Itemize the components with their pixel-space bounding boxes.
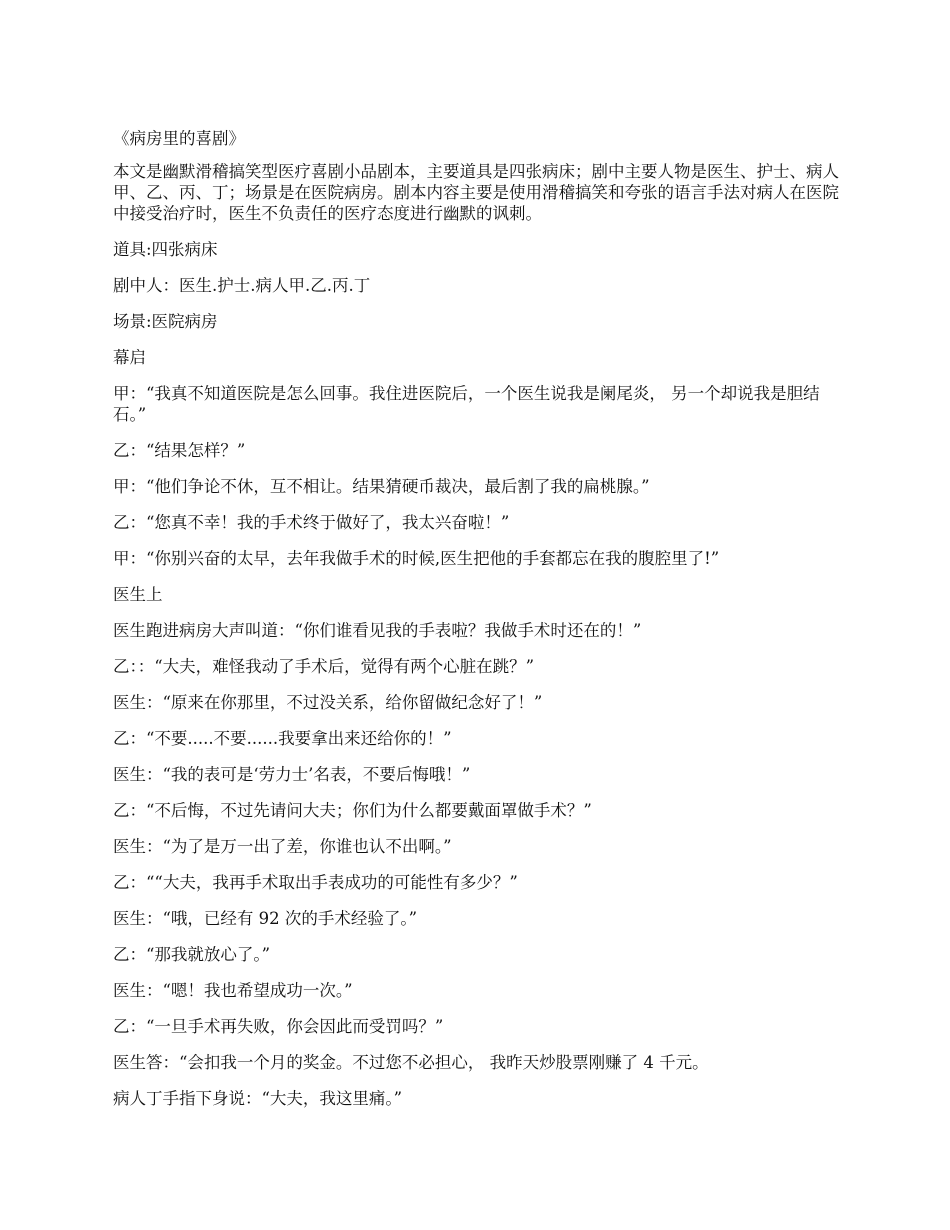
dialogue-line: 乙：“您真不幸！我的手术终于做好了，我太兴奋啦！”	[113, 513, 510, 532]
stage-direction: 医生上	[113, 585, 163, 604]
dialogue-line: 医生：“嗯！我也希望成功一次。”	[113, 981, 353, 1000]
dialogue-line: 乙：““大夫，我再手术取出手表成功的可能性有多少？”	[113, 873, 518, 892]
document-page	[113, 128, 840, 1124]
props-line: 道具:四张病床	[113, 240, 218, 259]
intro-paragraph: 本文是幽默滑稽搞笑型医疗喜剧小品剧本，主要道具是四张病床；剧中主要人物是医生、护士、病人甲、乙、丙、丁；场景是在医院病房。剧本内容主要是使用滑稽搞笑和夸张的语言手法对病人在医院中接受治疗时，医生不负责任的医疗态度进行幽默的讽刺。	[113, 162, 839, 223]
dialogue-line: 乙：“那我就放心了。”	[113, 945, 271, 964]
dialogue-line: 乙：“结果怎样？”	[113, 441, 246, 460]
dialogue-line: 病人丁手指下身说：“大夫，我这里痛。”	[113, 1089, 403, 1108]
curtain-line: 幕启	[113, 348, 146, 367]
dialogue-line: 医生：“我的表可是‘劳力士’名表，不要后悔哦！”	[113, 765, 471, 784]
dialogue-line: 医生：“原来在你那里，不过没关系，给你留做纪念好了！”	[113, 693, 543, 712]
document-title: 《病房里的喜剧》	[113, 129, 245, 148]
dialogue-line: 甲：“我真不知道医院是怎么回事。我住进医院后，一个医生说我是阑尾炎， 另一个却说我是胆结石。”	[113, 384, 820, 424]
dialogue-line: 甲：“他们争论不休，互不相让。结果猜硬币裁决，最后割了我的扁桃腺。”	[113, 477, 650, 496]
dialogue-line: 乙：“一旦手术再失败，你会因此而受罚吗？”	[113, 1017, 444, 1036]
dialogue-line: 医生跑进病房大声叫道：“你们谁看见我的手表啦？我做手术时还在的！”	[113, 621, 642, 640]
dialogue-line: 乙：“不后悔，不过先请问大夫；你们为什么都要戴面罩做手术？”	[113, 801, 592, 820]
dialogue-line: 乙：“不要.....不要......我要拿出来还给你的！”	[113, 729, 452, 748]
dialogue-line: 甲：“你别兴奋的太早，去年我做手术的时候,医生把他的手套都忘在我的腹腔里了!”	[113, 549, 720, 568]
dialogue-line: 医生答：“会扣我一个月的奖金。不过您不必担心， 我昨天炒股票刚赚了 4 千元。	[113, 1053, 709, 1072]
dialogue-line: 医生：“为了是万一出了差，你谁也认不出啊。”	[113, 837, 452, 856]
dialogue-line: 乙：：“大夫，难怪我动了手术后，觉得有两个心脏在跳？”	[113, 657, 535, 676]
scene-line: 场景:医院病房	[113, 312, 218, 331]
cast-line: 剧中人：医生.护士.病人甲.乙.丙.丁	[113, 276, 371, 295]
dialogue-line: 医生：“哦，已经有 92 次的手术经验了。”	[113, 909, 418, 928]
